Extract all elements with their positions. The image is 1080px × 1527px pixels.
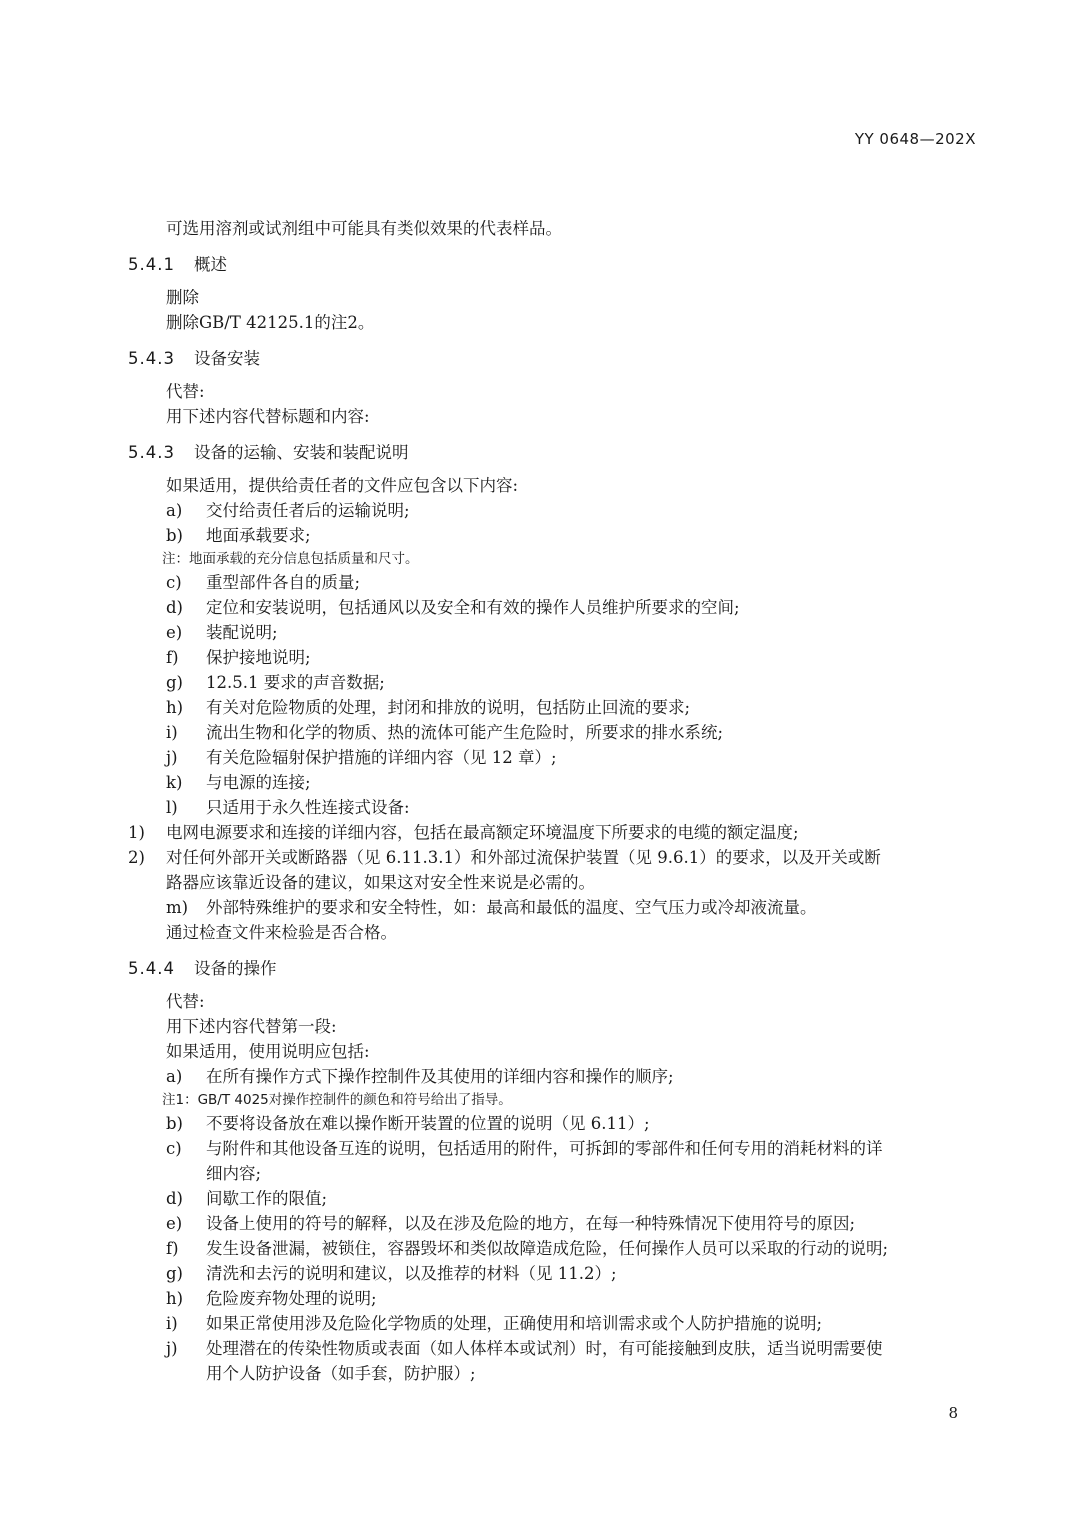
note-text: 注：地面承载的充分信息包括质量和尺寸。 xyxy=(162,551,419,567)
list-text: 处理潜在的传染性物质或表面（如人体样本或试剂）时，有可能接触到皮肤，适当说明需要使 xyxy=(206,1339,883,1358)
section-number: 5.4.1 xyxy=(128,255,175,274)
paragraph: 如果适用，提供给责任者的文件应包含以下内容: xyxy=(166,476,519,495)
list-marker: g) xyxy=(166,1264,183,1283)
note-text: 注1：GB/T 4025对操作控制件的颜色和符号给出了指导。 xyxy=(162,1092,512,1108)
paragraph: 如果适用，使用说明应包括: xyxy=(166,1042,370,1061)
section-number: 5.4.4 xyxy=(128,959,175,978)
list-item xyxy=(0,595,1080,620)
page-number: 8 xyxy=(948,1404,958,1422)
list-marker: b) xyxy=(166,526,183,545)
list-text: 流出生物和化学的物质、热的流体可能产生危险时，所要求的排水系统; xyxy=(206,723,724,742)
list-marker: d) xyxy=(166,1189,183,1208)
paragraph: 删除 xyxy=(166,288,199,307)
list-text: 有关危险辐射保护措施的详细内容（见 12 章）; xyxy=(206,748,557,767)
list-continuation: 路器应该靠近设备的建议，如果这对安全性来说是必需的。 xyxy=(166,873,595,892)
list-text: 清洗和去污的说明和建议，以及推荐的材料（见 11.2）; xyxy=(206,1264,617,1283)
section-heading-544 xyxy=(0,954,1080,983)
document-code: YY 0648—202X xyxy=(854,130,976,148)
list-item xyxy=(0,1211,1080,1236)
list-text: 危险废弃物处理的说明; xyxy=(206,1289,377,1308)
list-item xyxy=(0,895,1080,920)
list-item xyxy=(0,670,1080,695)
list-item xyxy=(0,1236,1080,1261)
section-title: 设备安装 xyxy=(194,349,260,368)
list-continuation: 用个人防护设备（如手套，防护服）; xyxy=(206,1364,476,1383)
compliance-check-text: 通过检查文件来检验是否合格。 xyxy=(166,923,397,942)
list-text: 与附件和其他设备互连的说明，包括适用的附件，可拆卸的零部件和任何专用的消耗材料的详 xyxy=(206,1139,883,1158)
list-text: 间歇工作的限值; xyxy=(206,1189,328,1208)
list-text: 保护接地说明; xyxy=(206,648,311,667)
paragraph: 代替: xyxy=(166,382,205,401)
section-heading-543-transport xyxy=(0,438,1080,467)
list-item xyxy=(0,1336,1080,1361)
list-marker: f) xyxy=(166,648,179,667)
section-number: 5.4.3 xyxy=(128,349,175,368)
list-item xyxy=(0,570,1080,595)
list-text: 有关对危险物质的处理，封闭和排放的说明，包括防止回流的要求; xyxy=(206,698,691,717)
list-text: 只适用于永久性连接式设备: xyxy=(206,798,410,817)
sub-list-item xyxy=(0,845,1080,870)
list-text: 定位和安装说明，包括通风以及安全和有效的操作人员维护所要求的空间; xyxy=(206,598,740,617)
list-text: 交付给责任者后的运输说明; xyxy=(206,501,410,520)
list-item xyxy=(0,770,1080,795)
list-marker: c) xyxy=(166,573,182,592)
section-title: 设备的操作 xyxy=(194,959,277,978)
list-marker: e) xyxy=(166,1214,183,1233)
list-item xyxy=(0,1261,1080,1286)
intro-text: 可选用溶剂或试剂组中可能具有类似效果的代表样品。 xyxy=(166,219,562,238)
list-marker: a) xyxy=(166,501,183,520)
list-item xyxy=(0,645,1080,670)
list-item xyxy=(0,720,1080,745)
list-item xyxy=(0,1064,1080,1089)
list-text: 如果正常使用涉及危险化学物质的处理，正确使用和培训需求或个人防护措施的说明; xyxy=(206,1314,823,1333)
list-text: 设备上使用的符号的解释，以及在涉及危险的地方，在每一种特殊情况下使用符号的原因; xyxy=(206,1214,856,1233)
list-item xyxy=(0,620,1080,645)
list-marker: i) xyxy=(166,723,178,742)
list-marker: l) xyxy=(166,798,178,817)
list-marker: e) xyxy=(166,623,183,642)
list-text: 地面承载要求; xyxy=(206,526,311,545)
list-marker: j) xyxy=(166,748,178,767)
list-text: 在所有操作方式下操作控制件及其使用的详细内容和操作的顺序; xyxy=(206,1067,674,1086)
list-marker: c) xyxy=(166,1139,182,1158)
list-item xyxy=(0,1136,1080,1161)
list-item xyxy=(0,695,1080,720)
section-title: 概述 xyxy=(194,255,227,274)
list-item xyxy=(0,523,1080,548)
list-item xyxy=(0,745,1080,770)
list-text: 12.5.1 要求的声音数据; xyxy=(206,673,385,692)
list-text: 装配说明; xyxy=(206,623,278,642)
list-marker: 2) xyxy=(128,848,145,867)
list-item xyxy=(0,498,1080,523)
paragraph: 用下述内容代替标题和内容: xyxy=(166,407,370,426)
section-number: 5.4.3 xyxy=(128,443,175,462)
list-marker: i) xyxy=(166,1314,178,1333)
list-marker: d) xyxy=(166,598,183,617)
list-marker: k) xyxy=(166,773,183,792)
list-marker: j) xyxy=(166,1339,178,1358)
list-text: 不要将设备放在难以操作断开装置的位置的说明（见 6.11）; xyxy=(206,1114,650,1133)
section-heading-543-install xyxy=(0,344,1080,373)
document-body xyxy=(0,216,1080,1386)
list-marker: g) xyxy=(166,673,183,692)
list-marker: f) xyxy=(166,1239,179,1258)
list-marker: m) xyxy=(166,898,189,917)
list-marker: 1) xyxy=(128,823,145,842)
list-item xyxy=(0,1286,1080,1311)
list-marker: h) xyxy=(166,1289,184,1308)
list-text: 发生设备泄漏，被锁住，容器毁坏和类似故障造成危险，任何操作人员可以采取的行动的说明; xyxy=(206,1239,889,1258)
section-heading-541 xyxy=(0,250,1080,279)
list-text: 对任何外部开关或断路器（见 6.11.3.1）和外部过流保护装置（见 9.6.1）的要求，以及开关或断 xyxy=(166,848,881,867)
list-item xyxy=(0,1111,1080,1136)
list-continuation: 细内容; xyxy=(206,1164,262,1183)
list-text: 重型部件各自的质量; xyxy=(206,573,361,592)
list-text: 电网电源要求和连接的详细内容，包括在最高额定环境温度下所要求的电缆的额定温度; xyxy=(166,823,799,842)
list-item xyxy=(0,1311,1080,1336)
section-title: 设备的运输、安装和装配说明 xyxy=(194,443,409,462)
list-marker: a) xyxy=(166,1067,183,1086)
list-item xyxy=(0,1186,1080,1211)
sub-list-item xyxy=(0,820,1080,845)
paragraph: 代替: xyxy=(166,992,205,1011)
paragraph: 用下述内容代替第一段: xyxy=(166,1017,337,1036)
list-item xyxy=(0,795,1080,820)
list-marker: h) xyxy=(166,698,184,717)
list-marker: b) xyxy=(166,1114,183,1133)
list-text: 外部特殊维护的要求和安全特性，如：最高和最低的温度、空气压力或冷却液流量。 xyxy=(206,898,817,917)
paragraph: 删除GB/T 42125.1的注2。 xyxy=(166,313,375,332)
list-text: 与电源的连接; xyxy=(206,773,311,792)
